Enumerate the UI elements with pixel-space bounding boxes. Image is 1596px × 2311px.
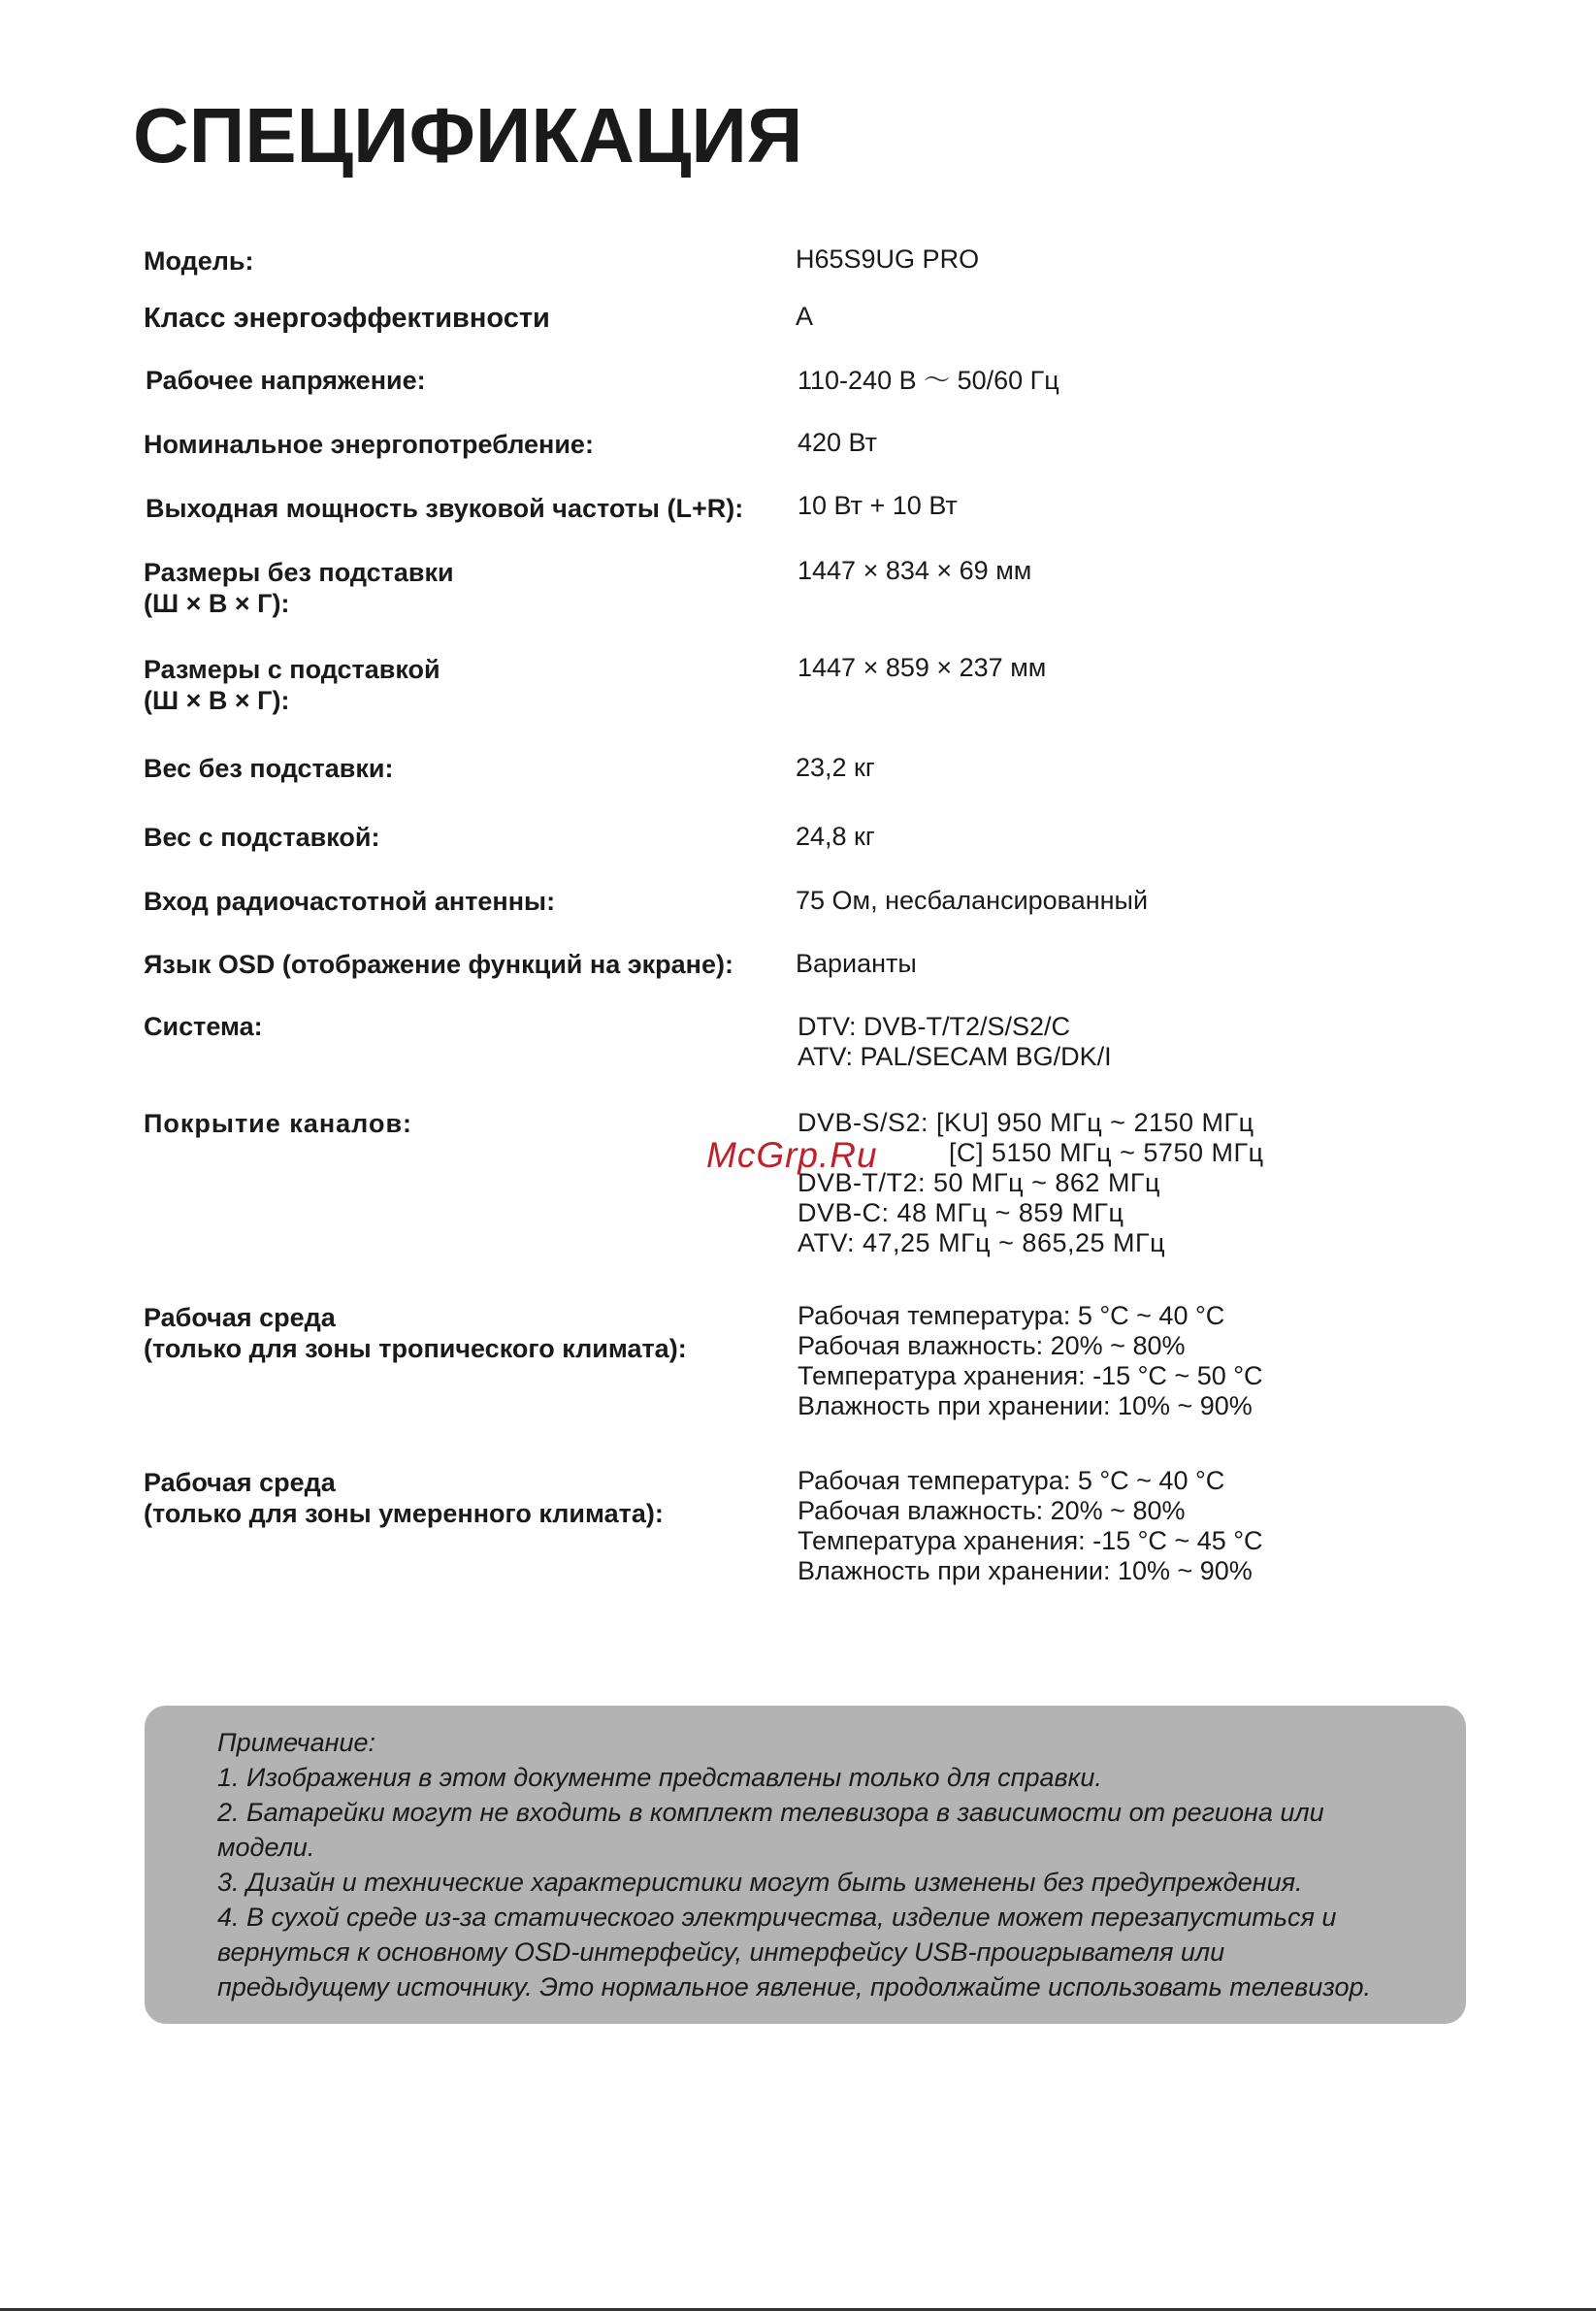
spec-label-osd-language: Язык OSD (отображение функций на экране):	[144, 950, 733, 979]
label-line: (Ш × В × Г):	[144, 589, 290, 618]
label-line: (только для зоны тропического климата):	[144, 1334, 687, 1363]
label-line: Рабочая среда	[144, 1468, 336, 1497]
spec-value-system	[798, 1012, 1112, 1072]
label-line: (только для зоны умеренного климата):	[144, 1499, 664, 1528]
note-line: модели.	[217, 1833, 315, 1862]
spec-value-weight-no-stand: 23,2 кг	[796, 753, 875, 782]
label-line: Рабочая среда	[144, 1303, 336, 1332]
value-line: DVB-T/T2: 50 МГц ~ 862 МГц	[798, 1168, 1161, 1197]
spec-value-power: 420 Вт	[798, 428, 878, 457]
spec-label-power: Номинальное энергопотребление:	[144, 430, 594, 459]
note-heading: Примечание:	[217, 1728, 375, 1757]
spec-value-voltage: 110-240 В ～ 50/60 Гц	[798, 366, 1059, 395]
spec-value-osd-language: Варианты	[796, 949, 917, 978]
value-line: Температура хранения: -15 °C ~ 50 °C	[798, 1361, 1263, 1390]
spec-label-dims-no-stand	[144, 557, 454, 619]
spec-value-env-temperate	[798, 1466, 1263, 1586]
watermark: McGrp.Ru	[706, 1135, 878, 1175]
note-line: 1. Изображения в этом документе представлены только для справки.	[217, 1763, 1102, 1792]
spec-value-channels	[798, 1108, 1264, 1258]
spec-label-channels: Покрытие каналов:	[144, 1109, 413, 1138]
spec-value-dims-stand: 1447 × 859 × 237 мм	[798, 653, 1047, 682]
value-line: DVB-C: 48 МГц ~ 859 МГц	[798, 1198, 1124, 1227]
value-line: Влажность при хранении: 10% ~ 90%	[798, 1556, 1253, 1585]
note-line: 3. Дизайн и технические характеристики могут быть изменены без предупреждения.	[217, 1868, 1303, 1897]
spec-label-voltage: Рабочее напряжение:	[146, 366, 426, 395]
note-line: предыдущему источнику. Это нормальное явление, продолжайте использовать телевизор.	[217, 1972, 1372, 2002]
spec-label-model: Модель:	[144, 246, 254, 276]
spec-label-weight-no-stand: Вес без подставки:	[144, 754, 394, 783]
note-line: 4. В сухой среде из-за статического электричества, изделие может перезапуститься и	[217, 1903, 1337, 1932]
note-line: 2. Батарейки могут не входить в комплект телевизора в зависимости от региона или	[217, 1798, 1324, 1827]
value-line: Рабочая температура: 5 °C ~ 40 °C	[798, 1466, 1225, 1495]
value-line: Влажность при хранении: 10% ~ 90%	[798, 1391, 1253, 1420]
value-line: [C] 5150 МГц ~ 5750 МГц	[949, 1138, 1264, 1167]
spec-label-energy-class: Класс энергоэффективности	[144, 303, 550, 334]
spec-value-audio-output: 10 Вт + 10 Вт	[798, 491, 958, 520]
spec-value-env-tropical	[798, 1301, 1263, 1421]
spec-value-model: H65S9UG PRO	[796, 244, 980, 274]
spec-label-rf-input: Вход радиочастотной антенны:	[144, 887, 556, 916]
label-line: Размеры без подставки	[144, 558, 454, 587]
spec-value-dims-no-stand: 1447 × 834 × 69 мм	[798, 556, 1032, 585]
spec-label-audio-output: Выходная мощность звуковой частоты (L+R):	[146, 494, 744, 523]
spec-label-dims-stand	[144, 654, 440, 716]
value-line: DTV: DVB-T/T2/S/S2/C	[798, 1012, 1071, 1041]
value-line: ATV: 47,25 МГц ~ 865,25 МГц	[798, 1228, 1166, 1257]
note-box	[145, 1706, 1466, 2024]
spec-label-weight-stand: Вес с подставкой:	[144, 823, 380, 852]
spec-label-env-temperate	[144, 1467, 664, 1529]
value-line: Рабочая влажность: 20% ~ 80%	[798, 1331, 1186, 1360]
value-line: Температура хранения: -15 °C ~ 45 °C	[798, 1526, 1263, 1555]
value-line: ATV: PAL/SECAM BG/DK/I	[798, 1042, 1112, 1071]
value-line: Рабочая температура: 5 °C ~ 40 °C	[798, 1301, 1225, 1330]
label-line: (Ш × В × Г):	[144, 686, 290, 715]
spec-label-system: Система:	[144, 1012, 263, 1041]
spec-value-rf-input: 75 Ом, несбалансированный	[796, 886, 1149, 915]
page-title: СПЕЦИФИКАЦИЯ	[133, 92, 803, 179]
spec-label-env-tropical	[144, 1302, 687, 1364]
spec-value-weight-stand: 24,8 кг	[796, 822, 875, 851]
value-line: DVB-S/S2: [KU] 950 МГц ~ 2150 МГц	[798, 1108, 1254, 1137]
label-line: Размеры с подставкой	[144, 655, 440, 684]
spec-value-energy-class: A	[796, 302, 814, 331]
value-line: Рабочая влажность: 20% ~ 80%	[798, 1496, 1186, 1525]
note-line: вернуться к основному OSD-интерфейсу, интерфейсу USB-проигрывателя или	[217, 1937, 1225, 1967]
